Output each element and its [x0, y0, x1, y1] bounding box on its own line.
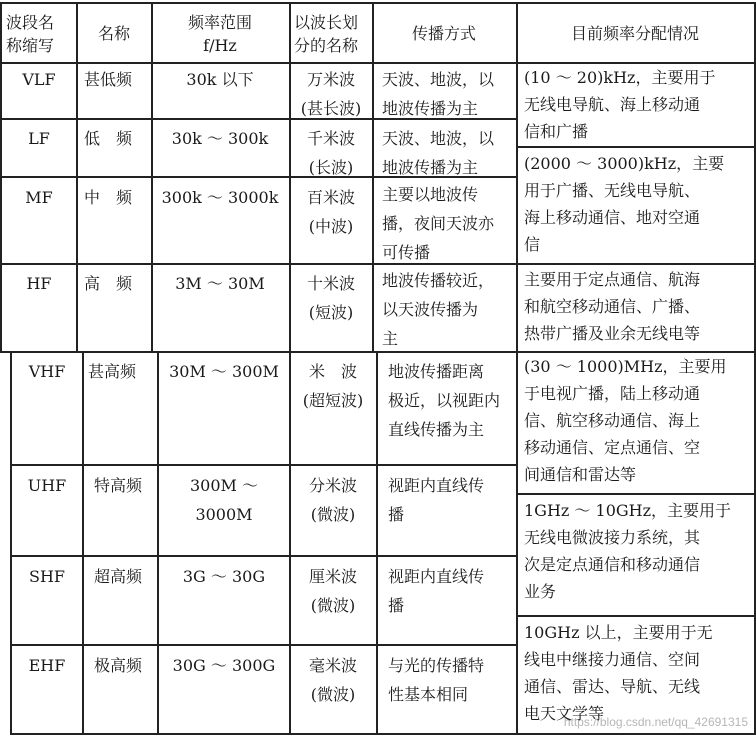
alloc-cell: (30 ～ 1000)MHz，主要用 于电视广播，陆上移动通 信、航空移动通信、海上 移动通信、定点通信、空 间通信和雷达等 [524, 357, 727, 484]
prop-cell: 地波传播较近， 以天波传播为 主 [382, 271, 495, 348]
band-cell: LF [28, 129, 50, 148]
table-rule [10, 464, 516, 466]
wave-cell: 千米波 (长波) [306, 129, 355, 177]
header-prop: 传播方式 [411, 24, 476, 43]
alloc-cell: 10GHz 以上，主要用于无 线电中继接力通信、空间 通信、雷达、导航、无线 电天文学等 [524, 623, 713, 723]
header-wave: 以波长划 分的名称 [294, 13, 359, 55]
prop-cell: 地波传播距离 极近，以视距内 直线传播为主 [388, 362, 501, 439]
table-rule [10, 644, 516, 646]
band-cell: SHF [28, 567, 65, 586]
name-cell: 高 频 [84, 274, 133, 293]
alloc-cell: 1GHz ～ 10GHz，主要用于 无线电微波接力系统，其 次是定点通信和移动通信 业务 [524, 501, 732, 601]
freq-cell: 30k ～ 300k [171, 129, 269, 148]
name-cell: 甚高频 [88, 362, 137, 381]
name-cell: 超高频 [94, 567, 143, 586]
table-rule [76, 2, 78, 352]
table-rule [516, 2, 518, 352]
table-rule [10, 733, 756, 735]
header-name: 名称 [97, 24, 130, 43]
name-cell: 极高频 [94, 656, 143, 675]
freq-cell: 3M ～ 30M [175, 274, 265, 293]
watermark: https://blog.csdn.net/qq_42691315 [563, 715, 748, 729]
wave-cell: 万米波 (甚长波) [300, 70, 362, 118]
band-cell: EHF [28, 656, 66, 675]
freq-cell: 300M ～ 3000M [189, 476, 258, 524]
table-rule [10, 555, 516, 557]
alloc-cell: 主要用于定点通信、航海 和航空移动通信、广播、 热带广播及业余无线电等 [524, 270, 701, 343]
wave-cell: 分米波 (微波) [308, 476, 357, 524]
freq-cell: 300k ～ 3000k [161, 188, 279, 207]
prop-cell: 与光的传播特 性基本相同 [388, 656, 485, 704]
header-freq: 频率范围 f/Hz [187, 13, 252, 55]
band-cell: MF [25, 188, 53, 207]
prop-cell: 天波、地波，以 地波传播为主 [382, 70, 495, 118]
wave-cell: 厘米波 (微波) [308, 567, 357, 615]
prop-cell: 天波、地波，以 地波传播为主 [382, 129, 495, 177]
freq-cell: 3G ～ 30G [182, 567, 266, 586]
wave-cell: 毫米波 (微波) [308, 656, 357, 704]
band-cell: VLF [22, 70, 56, 89]
table-rule [0, 2, 2, 352]
table-rule [372, 2, 374, 352]
table-rule [516, 493, 756, 495]
prop-cell: 主要以地波传 播，夜间天波亦 可传播 [382, 185, 495, 262]
name-cell: 特高频 [94, 476, 143, 495]
band-cell: HF [26, 274, 52, 293]
table-rule [0, 2, 756, 4]
freq-cell: 30k 以下 [186, 70, 254, 89]
table-rule [0, 263, 756, 265]
alloc-cell: (10 ～ 20)kHz，主要用于 无线电导航、海上移动通 信和广播 [524, 68, 716, 141]
wave-cell: 米 波 (超短波) [302, 362, 364, 410]
freq-cell: 30G ～ 300G [172, 656, 276, 675]
wave-cell: 百米波 (中波) [306, 188, 355, 236]
table-rule [516, 615, 756, 617]
name-cell: 甚低频 [84, 70, 133, 89]
table-rule [516, 146, 756, 148]
alloc-cell: (2000 ～ 3000)kHz，主要 用于广播、无线电导航、 海上移动通信、地对空通 信 [524, 154, 725, 254]
prop-cell: 视距内直线传 播 [388, 476, 485, 524]
table-rule [82, 351, 84, 734]
band-cell: VHF [28, 362, 66, 381]
table-rule [376, 351, 378, 734]
table-rule [516, 351, 518, 734]
band-cell: UHF [27, 476, 67, 495]
header-band: 波段名 称缩写 [6, 13, 55, 55]
header-alloc: 目前频率分配情况 [570, 24, 699, 43]
wave-cell: 十米波 (短波) [306, 274, 355, 322]
name-cell: 中 频 [84, 188, 133, 207]
prop-cell: 视距内直线传 播 [388, 567, 485, 615]
name-cell: 低 频 [84, 129, 133, 148]
freq-cell: 30M ～ 300M [169, 362, 279, 381]
